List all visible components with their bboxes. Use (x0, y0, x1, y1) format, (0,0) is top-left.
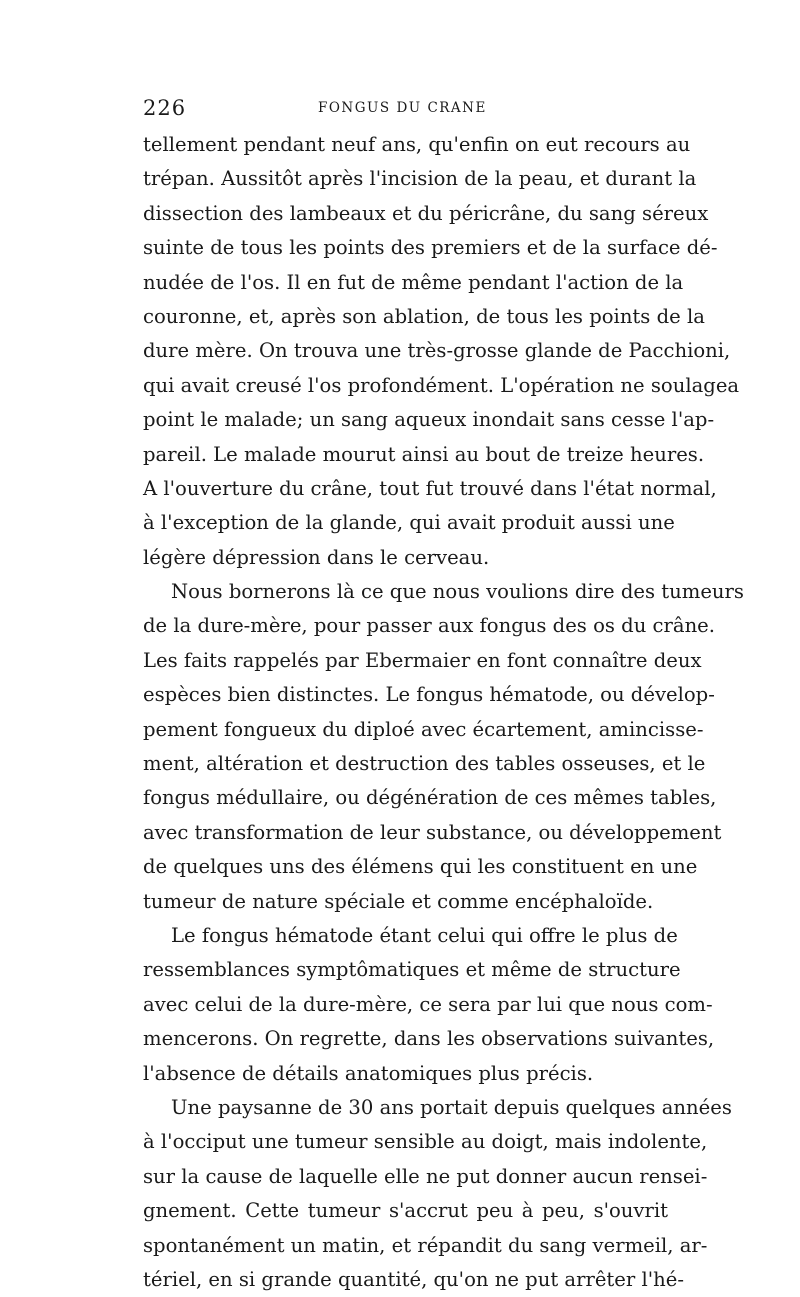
text-line: sur la cause de laquelle elle ne put donner aucun rensei- (143, 1164, 708, 1188)
text-line: ment, altération et destruction des tables osseuses, et le (143, 752, 706, 776)
text-line: dure mère. On trouva une très-grosse glande de Pacchioni, (143, 339, 731, 363)
text-line: nudée de l'os. Il en fut de même pendant l'action de la (143, 270, 684, 294)
text-line: tériel, en si grande quantité, qu'on ne put arrêter l'hé- (143, 1267, 684, 1291)
text-line: suinte de tous les points des premiers et de la surface dé- (143, 236, 718, 260)
text-line: pareil. Le malade mourut ainsi au bout de treize heures. (143, 442, 705, 466)
body-text (143, 128, 744, 1297)
paragraph (143, 128, 740, 575)
text-line: gnement. Cette tumeur s'accrut peu à peu, s'ouvrit (143, 1199, 668, 1223)
text-line: avec celui de la dure-mère, ce sera par lui que nous com- (143, 992, 713, 1016)
text-line: à l'occiput une tumeur sensible au doigt, mais indolente, (143, 1130, 708, 1154)
text-line: spontanément un matin, et répandit du sang vermeil, ar- (143, 1233, 708, 1257)
text-line: A l'ouverture du crâne, tout fut trouvé dans l'état normal, (143, 476, 717, 500)
paragraph (143, 1091, 732, 1297)
text-line: fongus médullaire, ou dégénération de ces mêmes tables, (143, 786, 717, 810)
text-line: mencerons. On regrette, dans les observations suivantes, (143, 1027, 715, 1051)
running-title: FONGUS DU CRANE (318, 100, 487, 116)
text-line: point le malade; un sang aqueux inondait sans cesse l'ap- (143, 408, 715, 432)
text-line: Les faits rappelés par Ebermaier en font connaître deux (143, 648, 702, 672)
page-number: 226 (143, 96, 187, 120)
text-line: de quelques uns des élémens qui les constituent en une (143, 855, 698, 879)
text-line: dissection des lambeaux et du péricrâne, du sang séreux (143, 201, 709, 225)
text-line: à l'exception de la glande, qui avait produit aussi une (143, 511, 675, 535)
text-line: avec transformation de leur substance, ou développement (143, 820, 722, 844)
text-line: Le fongus hématode étant celui qui offre le plus de (171, 923, 678, 947)
text-line: de la dure-mère, pour passer aux fongus des os du crâne. (143, 614, 716, 638)
text-line: ressemblances symptômatiques et même de structure (143, 958, 681, 982)
text-line: trépan. Aussitôt après l'incision de la peau, et durant la (143, 167, 697, 191)
text-line: qui avait creusé l'os profondément. L'opération ne soulagea (143, 373, 740, 397)
text-line: l'absence de détails anatomiques plus précis. (143, 1061, 594, 1085)
text-line: Une paysanne de 30 ans portait depuis quelques années (171, 1095, 732, 1119)
text-line: tellement pendant neuf ans, qu'enfin on eut recours au (143, 133, 691, 156)
text-line: tumeur de nature spéciale et comme encéphaloïde. (143, 889, 654, 913)
text-line: Nous bornerons là ce que nous voulions dire des tumeurs (171, 580, 744, 604)
paragraph (143, 575, 744, 919)
paragraph (143, 919, 715, 1091)
text-line: espèces bien distinctes. Le fongus hématode, ou dévelop- (143, 683, 715, 707)
text-line: pement fongueux du diploé avec écartement, amincisse- (143, 717, 704, 741)
running-head (143, 96, 668, 120)
text-line: couronne, et, après son ablation, de tous les points de la (143, 304, 705, 328)
text-line: légère dépression dans le cerveau. (143, 545, 490, 569)
